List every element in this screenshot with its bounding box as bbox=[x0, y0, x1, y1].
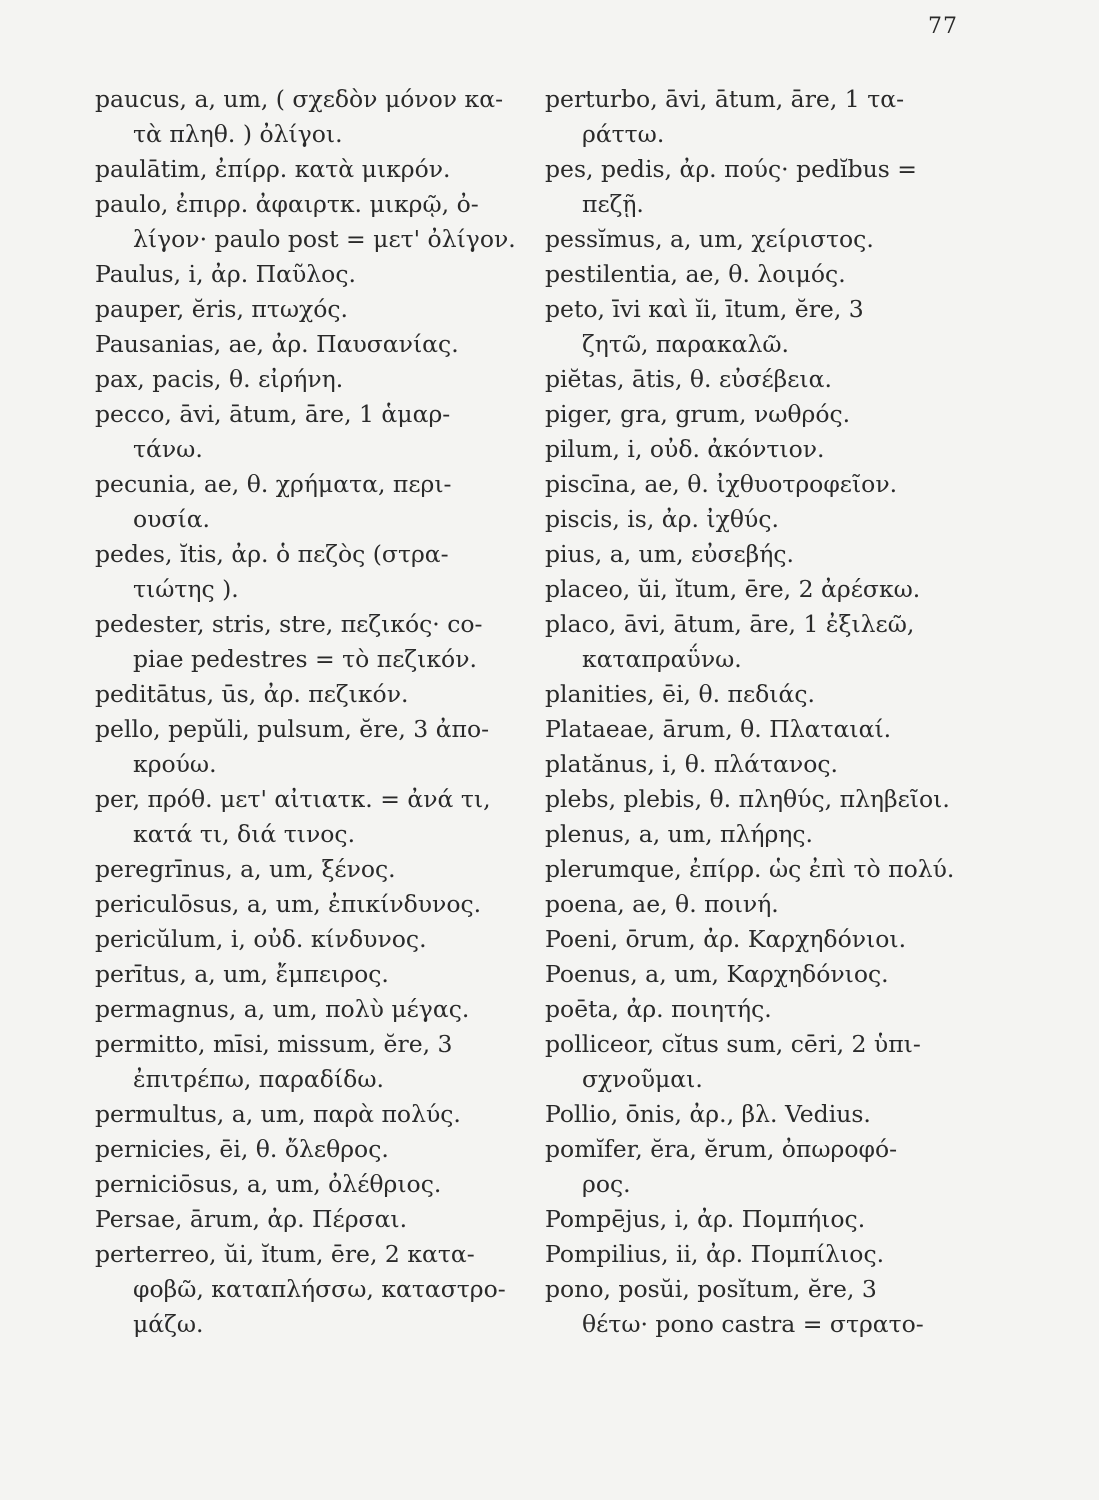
dictionary-line: plebs, plebis, θ. πληθύς, πληβεῖοι. bbox=[545, 785, 950, 813]
dictionary-line: platănus, i, θ. πλάτανος. bbox=[545, 750, 838, 778]
dictionary-line: φοβῶ, καταπλήσσω, καταστρο- bbox=[133, 1275, 506, 1303]
dictionary-line: Pollio, ōnis, ἀρ., βλ. Vedius. bbox=[545, 1100, 871, 1128]
dictionary-line: placo, āvi, ātum, āre, 1 ἐξιλεῶ, bbox=[545, 610, 915, 638]
dictionary-line: pecunia, ae, θ. χρήματα, περι- bbox=[95, 470, 452, 498]
dictionary-line: per, πρόθ. μετ' αἰτιατκ. = ἀνά τι, bbox=[95, 785, 491, 813]
dictionary-line: Pompējus, i, ἀρ. Πομπήιος. bbox=[545, 1205, 866, 1233]
right-column bbox=[545, 82, 985, 1342]
dictionary-line: pessĭmus, a, um, χείριστος. bbox=[545, 225, 874, 253]
dictionary-line: pestilentia, ae, θ. λοιμός. bbox=[545, 260, 846, 288]
dictionary-line: permitto, mīsi, missum, ĕre, 3 bbox=[95, 1030, 453, 1058]
dictionary-line: pono, posŭi, posĭtum, ĕre, 3 bbox=[545, 1275, 877, 1303]
dictionary-line: perterreo, ŭi, ĭtum, ēre, 2 κατα- bbox=[95, 1240, 475, 1268]
dictionary-line: piger, gra, grum, νωθρός. bbox=[545, 400, 851, 428]
dictionary-line: peregrīnus, a, um, ξένος. bbox=[95, 855, 396, 883]
dictionary-line: ουσία. bbox=[133, 505, 211, 533]
dictionary-line: piscis, is, ἀρ. ἰχθύς. bbox=[545, 505, 779, 533]
dictionary-line: pax, pacis, θ. εἰρήνη. bbox=[95, 365, 344, 393]
dictionary-line: Plataeae, ārum, θ. Πλαταιαί. bbox=[545, 715, 892, 743]
dictionary-line: pius, a, um, εὐσεβής. bbox=[545, 540, 794, 568]
dictionary-line: Poeni, ōrum, ἀρ. Καρχηδόνιοι. bbox=[545, 925, 907, 953]
dictionary-line: λίγον· paulo post = μετ' ὀλίγον. bbox=[133, 225, 516, 253]
dictionary-line: piscīna, ae, θ. ἰχθυοτροφεῖον. bbox=[545, 470, 898, 498]
dictionary-line: peto, īvi καὶ ĭi, ītum, ĕre, 3 bbox=[545, 295, 864, 323]
dictionary-line: θέτω· pono castra = στρατο- bbox=[582, 1310, 924, 1338]
dictionary-line: placeo, ŭi, ĭtum, ēre, 2 ἀρέσκω. bbox=[545, 575, 921, 603]
dictionary-line: piĕtas, ātis, θ. εὐσέβεια. bbox=[545, 365, 832, 393]
dictionary-line: poēta, ἀρ. ποιητής. bbox=[545, 995, 772, 1023]
page-number: 77 bbox=[928, 14, 958, 39]
dictionary-line: paulātim, ἐπίρρ. κατὰ μικρόν. bbox=[95, 155, 451, 183]
dictionary-line: Paulus, i, ἀρ. Παῦλος. bbox=[95, 260, 356, 288]
dictionary-line: pello, pepŭli, pulsum, ĕre, 3 ἀπο- bbox=[95, 715, 490, 743]
dictionary-line: σχνοῦμαι. bbox=[582, 1065, 703, 1093]
dictionary-line: τὰ πληθ. ) ὀλίγοι. bbox=[133, 120, 343, 148]
dictionary-line: piae pedestres = τὸ πεζικόν. bbox=[133, 645, 477, 673]
dictionary-line: peditātus, ūs, ἀρ. πεζικόν. bbox=[95, 680, 409, 708]
dictionary-line: perītus, a, um, ἔμπειρος. bbox=[95, 960, 389, 988]
dictionary-line: permultus, a, um, παρὰ πολύς. bbox=[95, 1100, 461, 1128]
dictionary-line: poena, ae, θ. ποινή. bbox=[545, 890, 779, 918]
dictionary-line: τιώτης ). bbox=[133, 575, 239, 603]
dictionary-line: pauper, ĕris, πτωχός. bbox=[95, 295, 349, 323]
dictionary-line: pernicies, ēi, θ. ὄλεθρος. bbox=[95, 1135, 389, 1163]
dictionary-line: planities, ēi, θ. πεδιάς. bbox=[545, 680, 816, 708]
dictionary-line: pomĭfer, ĕra, ĕrum, ὀπωροφό- bbox=[545, 1135, 898, 1163]
dictionary-line: ράττω. bbox=[582, 120, 665, 148]
dictionary-line: Persae, ārum, ἀρ. Πέρσαι. bbox=[95, 1205, 408, 1233]
dictionary-line: pecco, āvi, ātum, āre, 1 ἁμαρ- bbox=[95, 400, 451, 428]
dictionary-line: paucus, a, um, ( σχεδὸν μόνον κα- bbox=[95, 85, 504, 113]
dictionary-line: permagnus, a, um, πολὺ μέγας. bbox=[95, 995, 470, 1023]
dictionary-line: periculōsus, a, um, ἐπικίνδυνος. bbox=[95, 890, 482, 918]
dictionary-line: pes, pedis, ἀρ. πούς· pedĭbus = bbox=[545, 155, 917, 183]
dictionary-line: pericŭlum, i, οὐδ. κίνδυνος. bbox=[95, 925, 427, 953]
dictionary-line: Poenus, a, um, Καρχηδόνιος. bbox=[545, 960, 889, 988]
dictionary-line: pilum, i, οὐδ. ἀκόντιον. bbox=[545, 435, 825, 463]
dictionary-line: plerumque, ἐπίρρ. ὡς ἐπὶ τὸ πολύ. bbox=[545, 855, 955, 883]
dictionary-line: Pausanias, ae, ἀρ. Παυσανίας. bbox=[95, 330, 459, 358]
dictionary-line: plenus, a, um, πλήρης. bbox=[545, 820, 813, 848]
dictionary-line: paulo, ἐπιρρ. ἀφαιρτκ. μικρῷ, ὀ- bbox=[95, 190, 479, 218]
dictionary-line: ἐπιτρέπω, παραδίδω. bbox=[133, 1065, 384, 1093]
dictionary-line: ζητῶ, παρακαλῶ. bbox=[582, 330, 790, 358]
left-column bbox=[95, 82, 535, 1342]
dictionary-line: perniciōsus, a, um, ὀλέθριος. bbox=[95, 1170, 442, 1198]
dictionary-line: κρούω. bbox=[133, 750, 217, 778]
dictionary-line: πεζῇ. bbox=[582, 190, 644, 218]
dictionary-line: καταπραΰνω. bbox=[582, 645, 742, 673]
dictionary-line: polliceor, cĭtus sum, cēri, 2 ὑπι- bbox=[545, 1030, 921, 1058]
dictionary-line: pedes, ĭtis, ἀρ. ὁ πεζὸς (στρα- bbox=[95, 540, 449, 568]
dictionary-line: μάζω. bbox=[133, 1310, 204, 1338]
dictionary-line: ρος. bbox=[582, 1170, 631, 1198]
dictionary-line: τάνω. bbox=[133, 435, 203, 463]
dictionary-line: Pompilius, ii, ἀρ. Πομπίλιος. bbox=[545, 1240, 885, 1268]
dictionary-line: κατά τι, διά τινος. bbox=[133, 820, 356, 848]
dictionary-line: perturbo, āvi, ātum, āre, 1 τα- bbox=[545, 85, 905, 113]
dictionary-line: pedester, stris, stre, πεζικός· co- bbox=[95, 610, 483, 638]
